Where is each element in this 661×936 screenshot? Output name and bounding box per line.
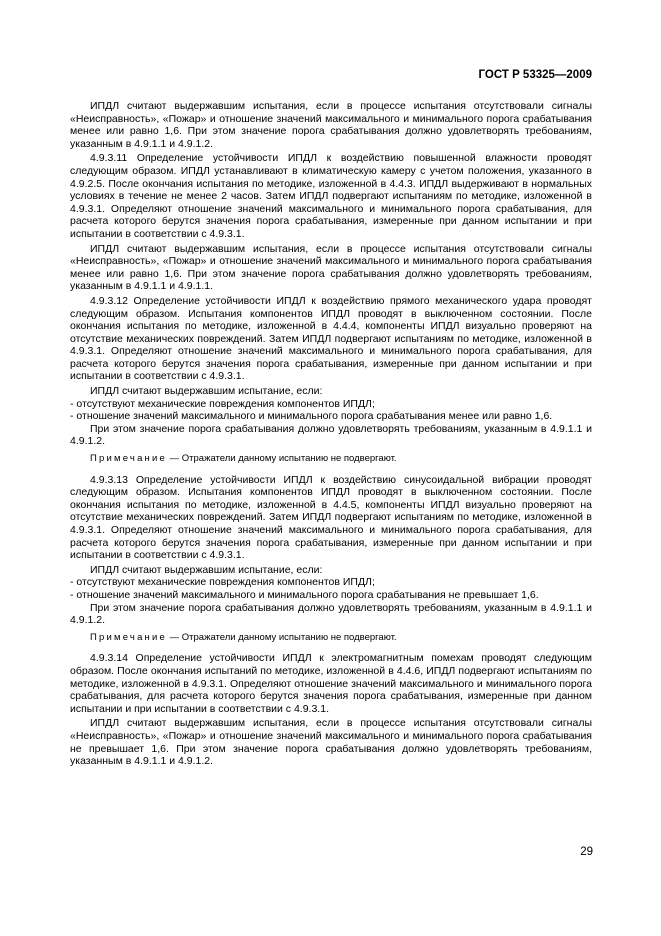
document-body xyxy=(70,100,592,770)
note xyxy=(70,453,592,466)
paragraph: ИПДЛ считают выдержавшим испытания, если в процессе испытания отсутствовали сигналы «Неисправность», «Пожар» и отношение значений максимального и минимального порога срабатывания не превышает 1,6. При этом значение порога срабатывания должно удовлетворять требованиям, указанным в 4.9.1.1 и 4.9.1.2. xyxy=(70,717,592,768)
note-label: Примечание xyxy=(90,631,167,643)
paragraph: При этом значение порога срабатывания должно удовлетворять требованиям, указанным в 4.9.1.1 и 4.9.1.2. xyxy=(70,422,592,448)
paragraph: ИПДЛ считают выдержавшим испытания, если в процессе испытания отсутствовали сигналы «Неисправность», «Пожар» и отношение значений максимального и минимального порога срабатывания менее или равно 1,6. При этом значение порога срабатывания должно удовлетворять требованиям, указанным в 4.9.1.1 и 4.9.1.1. xyxy=(70,242,592,293)
document-header: ГОСТ Р 53325—2009 xyxy=(478,69,592,81)
paragraph: 4.9.3.14 Определение устойчивости ИПДЛ к электромагнитным помехам проводят следующим образом. После окончания испытаний по методике, изложенной в 4.4.6, ИПДЛ подвергают испытаниям по методике, изложенной в 4.9.3.1. Определяют отношение значений максимального и минимального порога срабатывания, для расчета которого берутся значения порога срабатывания, измеренные при данном испытании и при испытании в соответствии с 4.9.3.1. xyxy=(70,652,592,715)
paragraph: ИПДЛ считают выдержавшим испытания, если в процессе испытания отсутствовали сигналы «Неисправность», «Пожар» и отношение значений максимального и минимального порога срабатывания менее или равно 1,6. При этом значение порога срабатывания должно удовлетворять требованиям, указанным в 4.9.1.1 и 4.9.1.2. xyxy=(70,100,592,150)
list-item: - отсутствуют механические повреждения компонентов ИПДЛ; xyxy=(70,397,375,410)
page-number: 29 xyxy=(580,846,593,858)
paragraph: ИПДЛ считают выдержавшим испытание, если: xyxy=(90,385,323,398)
paragraph: 4.9.3.13 Определение устойчивости ИПДЛ к воздействию синусоидальной вибрации проводят следующим образом. Испытания компонентов ИПДЛ проводят в выключенном состоянии. После окончания испытания по методике, изложенной в 4.4.5, компоненты ИПДЛ визуально проверяют на отсутствие механических повреждений. Затем ИПДЛ подвергают испытаниям по методике, изложенной в 4.9.3.1. Определяют отношение значений максимального и минимального порога срабатывания, для расчета которого берутся значения порога срабатывания, измеренные при данном испытании и при испытании в соответствии с 4.9.3.1. xyxy=(70,473,592,562)
paragraph: 4.9.3.11 Определение устойчивости ИПДЛ к воздействию повышенной влажности проводят следующим образом. ИПДЛ устанавливают в климатическую камеру с учетом положения, указанного в 4.9.2.5. После окончания испытания по методике, изложенной в 4.4.3. ИПДЛ выдерживают в нормальных условиях в течение не менее 2 часов. Затем ИПДЛ подвергают испытаниям по методике, изложенной в 4.9.3.1. Определяют отношение значений максимального и минимального порога срабатывания, для расчета которого берутся значения порога срабатывания, измеренные при данном испытании и при испытании в соответствии с 4.9.3.1. xyxy=(70,152,592,240)
paragraph: ИПДЛ считают выдержавшим испытание, если: xyxy=(90,563,323,576)
list-item: - отсутствуют механические повреждения компонентов ИПДЛ; xyxy=(70,576,375,589)
note xyxy=(70,632,592,645)
paragraph: 4.9.3.12 Определение устойчивости ИПДЛ к воздействию прямого механического удара проводят следующим образом. Испытания компонентов ИПДЛ проводят в выключенном состоянии. После окончания испытания по методике, изложенной в 4.4.4, компоненты ИПДЛ визуально проверяют на отсутствие механических повреждений. Затем ИПДЛ подвергают испытаниям по методике, изложенной в 4.9.3.1. Определяют отношение значений максимального и минимального порога срабатывания, для расчета которого берутся значения порога срабатывания, измеренные при данном испытании и при испытании в соответствии с 4.9.3.1. xyxy=(70,294,592,383)
paragraph: При этом значение порога срабатывания должно удовлетворять требованиям, указанным в 4.9.1.1 и 4.9.1.2. xyxy=(70,601,592,627)
note-text: — Отражатели данному испытанию не подвергают. xyxy=(167,453,397,465)
note-text: — Отражатели данному испытанию не подвергают. xyxy=(167,631,397,643)
list-item: - отношение значений максимального и минимального порога срабатывания менее или равно 1,6. xyxy=(70,410,553,423)
list-item: - отношение значений максимального и минимального порога срабатывания не превышает 1,6. xyxy=(70,588,539,601)
note-label: Примечание xyxy=(90,453,167,465)
